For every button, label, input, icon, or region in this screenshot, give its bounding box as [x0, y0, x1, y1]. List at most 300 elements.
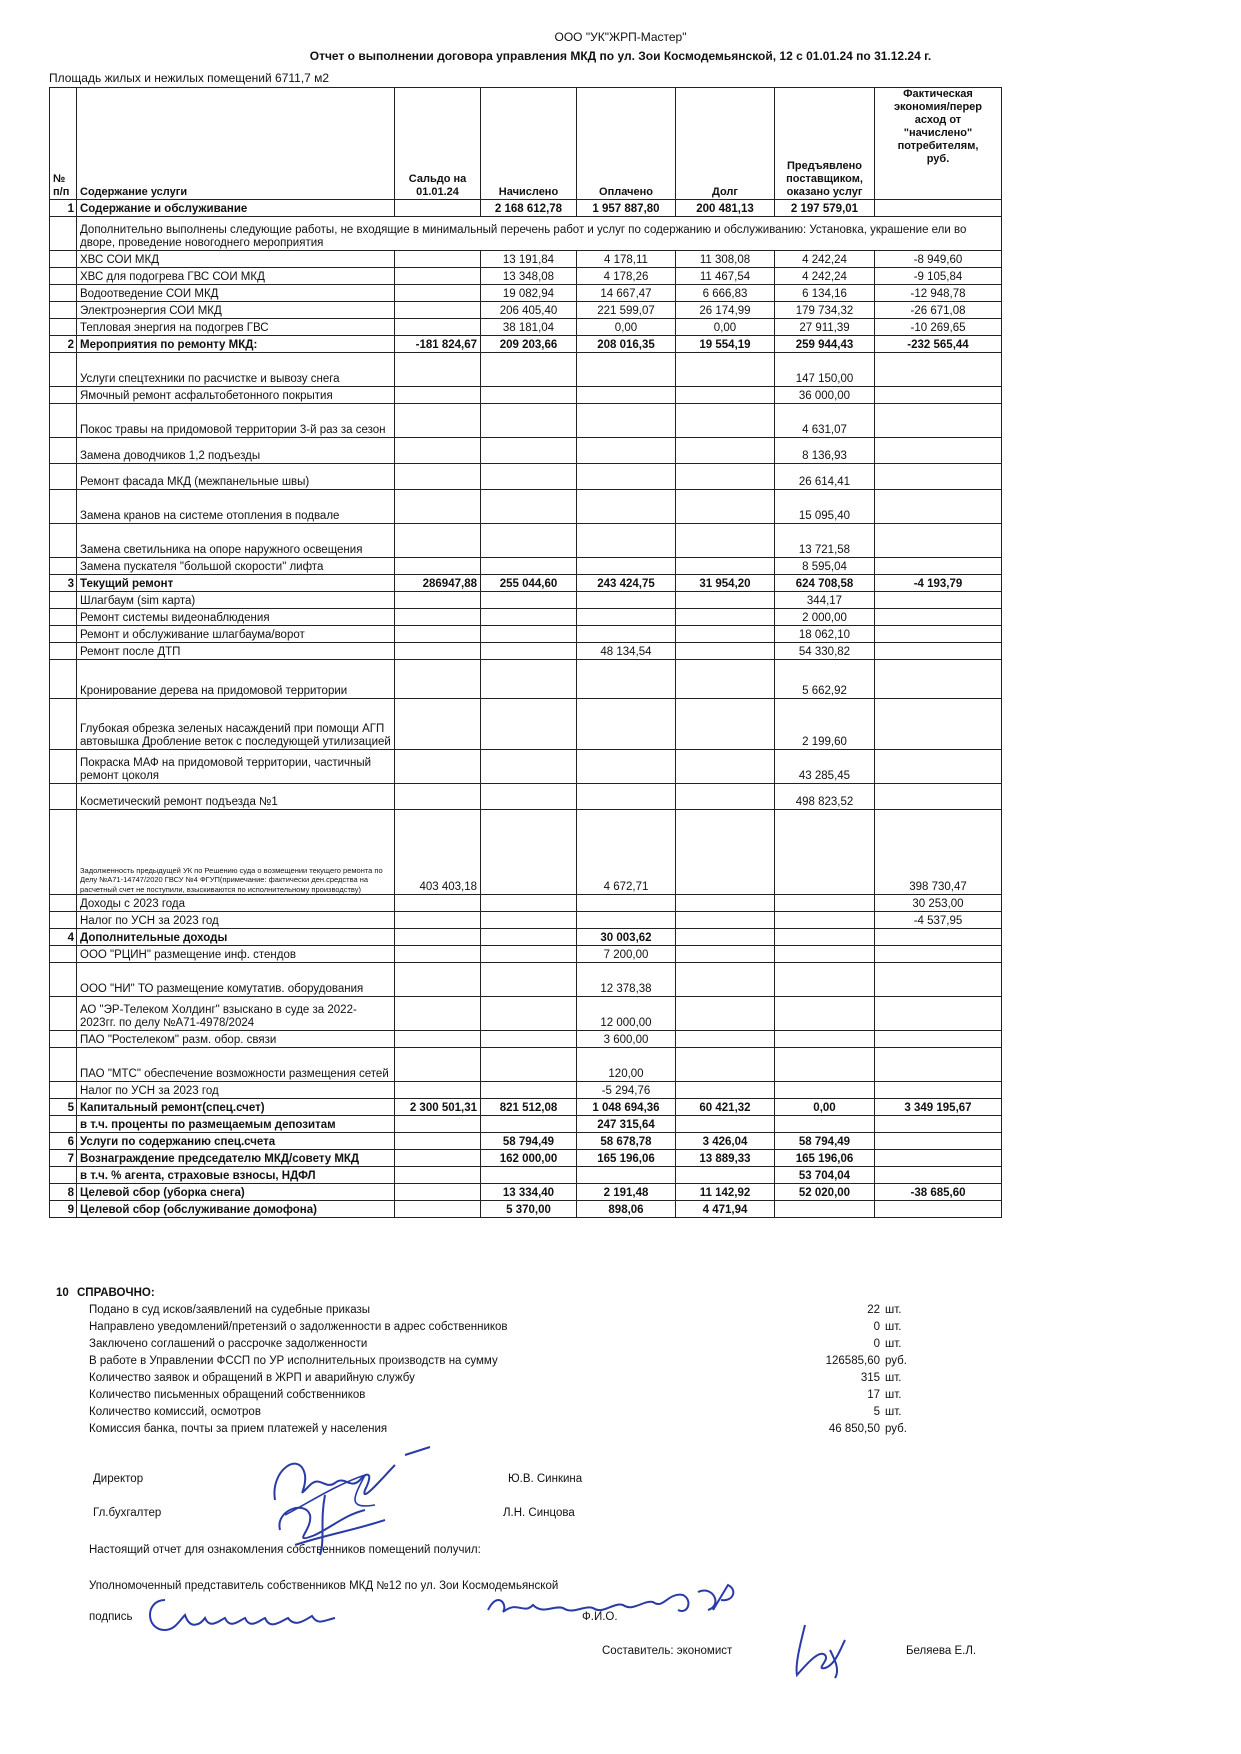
cell-debt: [676, 1116, 775, 1133]
cell-charged: 2 168 612,78: [481, 200, 577, 217]
cell-presented: 179 734,32: [775, 302, 875, 319]
table-row: [50, 438, 1002, 464]
cell-economy: [875, 558, 1002, 575]
cell-charged: [481, 929, 577, 946]
reference-item-label: Комиссия банка, почты за прием платежей у населения: [89, 1423, 388, 1435]
service-name: Услуги по содержанию спец.счета: [77, 1133, 395, 1150]
row-number: 7: [50, 1150, 77, 1167]
cell-debt: 11 142,92: [676, 1184, 775, 1201]
cell-charged: [481, 912, 577, 929]
reference-item-unit: шт.: [885, 1338, 902, 1350]
cell-charged: 821 512,08: [481, 1099, 577, 1116]
cell-economy: [875, 524, 1002, 558]
table-row: [50, 660, 1002, 699]
cell-debt: [676, 784, 775, 810]
cell-saldo: [395, 699, 481, 750]
cell-presented: 165 196,06: [775, 1150, 875, 1167]
cell-debt: [676, 524, 775, 558]
table-row: [50, 1099, 1002, 1116]
cell-economy: [875, 750, 1002, 784]
reference-item-label: Количество комиссий, осмотров: [89, 1406, 261, 1418]
cell-debt: [676, 810, 775, 895]
cell-presented: 58 794,49: [775, 1133, 875, 1150]
service-name: Целевой сбор (уборка снега): [77, 1184, 395, 1201]
cell-presented: [775, 929, 875, 946]
cell-saldo: [395, 660, 481, 699]
cell-paid: [577, 438, 676, 464]
service-name: Ремонт системы видеонаблюдения: [77, 609, 395, 626]
table-row: [50, 810, 1002, 895]
cell-charged: [481, 750, 577, 784]
cell-paid: [577, 353, 676, 387]
representative-signature: [140, 1590, 340, 1640]
signature-label: подпись: [89, 1611, 133, 1623]
cell-debt: [676, 1082, 775, 1099]
cell-saldo: [395, 946, 481, 963]
cell-presented: 54 330,82: [775, 643, 875, 660]
reference-item-label: Направлено уведомлений/претензий о задолженности в адрес собственников: [89, 1321, 508, 1333]
cell-economy: [875, 784, 1002, 810]
cell-debt: [676, 997, 775, 1031]
cell-debt: [676, 1167, 775, 1184]
cell-charged: [481, 1031, 577, 1048]
cell-debt: 60 421,32: [676, 1099, 775, 1116]
compiler-name: Беляева Е.Л.: [906, 1645, 977, 1657]
row-number: [50, 750, 77, 784]
additional-works-note: Дополнительно выполнены следующие работы, не входящие в минимальный перечень работ и услуг по содержанию и обслуживанию: Установка, украшение ели во дворе, проведение новогоднего мероприятия: [77, 217, 1002, 251]
cell-economy: -232 565,44: [875, 336, 1002, 353]
cell-saldo: [395, 1150, 481, 1167]
cell-paid: 30 003,62: [577, 929, 676, 946]
cell-debt: 0,00: [676, 319, 775, 336]
row-number: 4: [50, 929, 77, 946]
service-name: Налог по УСН за 2023 год: [77, 912, 395, 929]
cell-presented: [775, 1031, 875, 1048]
row-number: [50, 784, 77, 810]
row-number: [50, 609, 77, 626]
reference-item-label: Заключено соглашений о рассрочке задолженности: [89, 1338, 368, 1350]
service-name: ООО "НИ" ТО размещение комутатив. оборудования: [77, 963, 395, 997]
service-name: Задолженность предыдущей УК по Решению суда о возмещении текущего ремонта по Делу №А71-14747/2020 ГВСУ №4 ФГУП(примечание: фактически ден.средства на расчетный счет не поступили, взыскиваются по исполнительному производству): [77, 810, 395, 895]
header-no: № п/п: [50, 88, 77, 200]
compiler-label: Составитель: экономист: [602, 1645, 733, 1657]
cell-charged: [481, 404, 577, 438]
cell-debt: [676, 1031, 775, 1048]
table-row: [50, 217, 1002, 251]
cell-saldo: [395, 750, 481, 784]
cell-presented: [775, 1048, 875, 1082]
cell-debt: [676, 464, 775, 490]
row-number: [50, 626, 77, 643]
service-name: ХВС для подогрева ГВС СОИ МКД: [77, 268, 395, 285]
service-name: ХВС СОИ МКД: [77, 251, 395, 268]
cell-paid: [577, 524, 676, 558]
cell-charged: [481, 1048, 577, 1082]
service-name: Косметический ремонт подъезда №1: [77, 784, 395, 810]
header-service: Содержание услуги: [77, 88, 395, 200]
cell-debt: [676, 558, 775, 575]
cell-charged: 13 348,08: [481, 268, 577, 285]
cell-paid: 247 315,64: [577, 1116, 676, 1133]
cell-saldo: [395, 895, 481, 912]
cell-presented: 147 150,00: [775, 353, 875, 387]
cell-economy: [875, 438, 1002, 464]
header-charged: Начислено: [481, 88, 577, 200]
cell-saldo: [395, 963, 481, 997]
cell-saldo: [395, 353, 481, 387]
cell-charged: [481, 609, 577, 626]
cell-presented: 8 595,04: [775, 558, 875, 575]
table-row: [50, 1201, 1002, 1218]
compiler-signature: [785, 1620, 855, 1680]
cell-paid: 1 957 887,80: [577, 200, 676, 217]
cell-paid: 7 200,00: [577, 946, 676, 963]
cell-saldo: [395, 268, 481, 285]
cell-debt: 31 954,20: [676, 575, 775, 592]
table-row: [50, 784, 1002, 810]
service-name: Капитальный ремонт(спец.счет): [77, 1099, 395, 1116]
table-row: [50, 336, 1002, 353]
reference-item-value: 126585,60: [825, 1355, 880, 1367]
reference-number: 10: [56, 1287, 69, 1299]
row-number: 3: [50, 575, 77, 592]
cell-saldo: [395, 319, 481, 336]
cell-economy: -12 948,78: [875, 285, 1002, 302]
cell-debt: [676, 404, 775, 438]
cell-presented: [775, 946, 875, 963]
row-number: [50, 643, 77, 660]
cell-economy: -10 269,65: [875, 319, 1002, 336]
service-name: Замена доводчиков 1,2 подъезды: [77, 438, 395, 464]
cell-economy: [875, 592, 1002, 609]
service-name: Вознаграждение председателю МКД/совету МКД: [77, 1150, 395, 1167]
reference-item-label: Подано в суд исков/заявлений на судебные приказы: [89, 1304, 371, 1316]
table-row: [50, 609, 1002, 626]
cell-charged: [481, 784, 577, 810]
cell-economy: [875, 1201, 1002, 1218]
cell-paid: [577, 404, 676, 438]
cell-saldo: [395, 1082, 481, 1099]
cell-saldo: [395, 524, 481, 558]
service-name: АО "ЭР-Телеком Холдинг" взыскано в суде за 2022-2023гг. по делу №А71-4978/2024: [77, 997, 395, 1031]
cell-economy: [875, 1116, 1002, 1133]
director-label: Директор: [93, 1473, 144, 1485]
cell-debt: [676, 438, 775, 464]
table-row: [50, 643, 1002, 660]
service-name: Ремонт после ДТП: [77, 643, 395, 660]
row-number: [50, 1167, 77, 1184]
cell-charged: [481, 1116, 577, 1133]
cell-paid: 2 191,48: [577, 1184, 676, 1201]
cell-saldo: 2 300 501,31: [395, 1099, 481, 1116]
cell-presented: 53 704,04: [775, 1167, 875, 1184]
cell-charged: 206 405,40: [481, 302, 577, 319]
cell-charged: 162 000,00: [481, 1150, 577, 1167]
cell-economy: 3 349 195,67: [875, 1099, 1002, 1116]
cell-saldo: [395, 609, 481, 626]
cell-debt: 6 666,83: [676, 285, 775, 302]
report-title: Отчет о выполнении договора управления МКД по ул. Зои Космодемьянской, 12 с 01.01.24 по 31.12.24 г.: [309, 49, 932, 63]
table-row: [50, 285, 1002, 302]
service-name: Глубокая обрезка зеленых насаждений при помощи АГП автовышка Дробление веток с последующей утилизацией: [77, 699, 395, 750]
cell-paid: 1 048 694,36: [577, 1099, 676, 1116]
cell-presented: 624 708,58: [775, 575, 875, 592]
cell-charged: [481, 438, 577, 464]
cell-charged: [481, 387, 577, 404]
cell-paid: [577, 490, 676, 524]
cell-presented: [775, 997, 875, 1031]
row-number: [50, 1031, 77, 1048]
row-number: [50, 592, 77, 609]
cell-saldo: [395, 592, 481, 609]
row-number: 1: [50, 200, 77, 217]
cell-presented: [775, 912, 875, 929]
cell-economy: -26 671,08: [875, 302, 1002, 319]
cell-paid: [577, 592, 676, 609]
service-name: Электроэнергия СОИ МКД: [77, 302, 395, 319]
cell-saldo: 403 403,18: [395, 810, 481, 895]
cell-economy: [875, 200, 1002, 217]
cell-debt: [676, 912, 775, 929]
row-number: [50, 1116, 77, 1133]
cell-paid: 243 424,75: [577, 575, 676, 592]
service-name: Целевой сбор (обслуживание домофона): [77, 1201, 395, 1218]
cell-charged: [481, 353, 577, 387]
table-row: [50, 404, 1002, 438]
cell-presented: 36 000,00: [775, 387, 875, 404]
row-number: [50, 387, 77, 404]
cell-presented: 2 197 579,01: [775, 200, 875, 217]
cell-charged: [481, 524, 577, 558]
cell-presented: [775, 1082, 875, 1099]
cell-charged: 19 082,94: [481, 285, 577, 302]
cell-economy: -4 537,95: [875, 912, 1002, 929]
header-paid: Оплачено: [577, 88, 676, 200]
cell-charged: 5 370,00: [481, 1201, 577, 1218]
table-row: [50, 626, 1002, 643]
table-row: [50, 592, 1002, 609]
cell-economy: [875, 1167, 1002, 1184]
cell-economy: [875, 626, 1002, 643]
cell-paid: 898,06: [577, 1201, 676, 1218]
cell-paid: 12 378,38: [577, 963, 676, 997]
cell-paid: 12 000,00: [577, 997, 676, 1031]
cell-debt: [676, 660, 775, 699]
cell-debt: 4 471,94: [676, 1201, 775, 1218]
table-row: [50, 464, 1002, 490]
service-name: Замена кранов на системе отопления в подвале: [77, 490, 395, 524]
cell-charged: [481, 660, 577, 699]
cell-debt: [676, 592, 775, 609]
cell-presented: [775, 1201, 875, 1218]
cell-paid: 208 016,35: [577, 336, 676, 353]
cell-presented: 43 285,45: [775, 750, 875, 784]
cell-charged: [481, 1082, 577, 1099]
header-debt: Долг: [676, 88, 775, 200]
table-row: [50, 1031, 1002, 1048]
cell-saldo: [395, 1167, 481, 1184]
table-row: [50, 1048, 1002, 1082]
reference-item-label: Количество письменных обращений собственников: [89, 1389, 366, 1401]
cell-saldo: 286947,88: [395, 575, 481, 592]
service-name: Ямочный ремонт асфальтобетонного покрытия: [77, 387, 395, 404]
service-name: Покраска МАФ на придомовой территории, частичный ремонт цоколя: [77, 750, 395, 784]
row-number: [50, 997, 77, 1031]
company-name: ООО "УК"ЖРП-Мастер": [554, 30, 687, 44]
row-number: [50, 558, 77, 575]
cell-paid: -5 294,76: [577, 1082, 676, 1099]
cell-presented: 2 199,60: [775, 699, 875, 750]
reference-item-label: Количество заявок и обращений в ЖРП и аварийную службу: [89, 1372, 415, 1384]
table-row: [50, 353, 1002, 387]
cell-saldo: [395, 1031, 481, 1048]
cell-charged: 255 044,60: [481, 575, 577, 592]
cell-saldo: [395, 464, 481, 490]
row-number: [50, 912, 77, 929]
director-name: Ю.В. Синкина: [508, 1473, 583, 1485]
cell-charged: [481, 946, 577, 963]
cell-presented: 344,17: [775, 592, 875, 609]
cell-presented: [775, 1116, 875, 1133]
cell-saldo: [395, 929, 481, 946]
table-header-row: [50, 88, 1002, 200]
cell-charged: [481, 963, 577, 997]
service-name: Ремонт и обслуживание шлагбаума/ворот: [77, 626, 395, 643]
row-number: [50, 810, 77, 895]
cell-presented: [775, 895, 875, 912]
row-number: 6: [50, 1133, 77, 1150]
cell-paid: [577, 912, 676, 929]
header-saldo: Сальдо на 01.01.24: [395, 88, 481, 200]
cell-debt: [676, 963, 775, 997]
cell-saldo: [395, 1184, 481, 1201]
cell-charged: [481, 626, 577, 643]
row-number: [50, 302, 77, 319]
cell-saldo: [395, 1048, 481, 1082]
row-number: [50, 285, 77, 302]
reference-item-unit: шт.: [885, 1389, 902, 1401]
cell-economy: [875, 1082, 1002, 1099]
cell-charged: 58 794,49: [481, 1133, 577, 1150]
table-row: [50, 1082, 1002, 1099]
cell-charged: [481, 895, 577, 912]
table-row: [50, 268, 1002, 285]
row-number: 8: [50, 1184, 77, 1201]
cell-paid: 165 196,06: [577, 1150, 676, 1167]
reference-item-value: 0: [873, 1321, 880, 1333]
reference-item-unit: шт.: [885, 1372, 902, 1384]
cell-debt: 26 174,99: [676, 302, 775, 319]
accountant-name: Л.Н. Синцова: [503, 1507, 575, 1519]
cell-charged: [481, 490, 577, 524]
row-number: [50, 660, 77, 699]
cell-charged: [481, 643, 577, 660]
table-row: [50, 490, 1002, 524]
cell-charged: [481, 997, 577, 1031]
table-row: [50, 699, 1002, 750]
reference-item-unit: шт.: [885, 1321, 902, 1333]
reference-item-label: В работе в Управлении ФССП по УР исполнительных производств на сумму: [89, 1355, 498, 1367]
cell-debt: 11 308,08: [676, 251, 775, 268]
cell-presented: 498 823,52: [775, 784, 875, 810]
cell-saldo: [395, 626, 481, 643]
service-name: Шлагбаум (sim карта): [77, 592, 395, 609]
service-name: Покос травы на придомовой территории 3-й раз за сезон: [77, 404, 395, 438]
cell-debt: [676, 387, 775, 404]
service-name: в т.ч. проценты по размещаемым депозитам: [77, 1116, 395, 1133]
table-row: [50, 1184, 1002, 1201]
header-economy: Фактическая экономия/перер асход от "начислено" потребителям, руб.: [875, 88, 1002, 200]
cell-economy: [875, 1133, 1002, 1150]
cell-paid: 4 178,11: [577, 251, 676, 268]
service-name: Доходы с 2023 года: [77, 895, 395, 912]
table-row: [50, 558, 1002, 575]
report-table: [49, 87, 1002, 1218]
cell-saldo: [395, 438, 481, 464]
cell-paid: [577, 464, 676, 490]
cell-debt: 13 889,33: [676, 1150, 775, 1167]
service-name: Содержание и обслуживание: [77, 200, 395, 217]
fio-label: Ф.И.О.: [582, 1611, 618, 1623]
cell-debt: 200 481,13: [676, 200, 775, 217]
service-name: Налог по УСН за 2023 год: [77, 1082, 395, 1099]
service-name: Дополнительные доходы: [77, 929, 395, 946]
cell-economy: 398 730,47: [875, 810, 1002, 895]
service-name: Ремонт фасада МКД (межпанельные швы): [77, 464, 395, 490]
cell-presented: [775, 810, 875, 895]
row-number: 2: [50, 336, 77, 353]
table-row: [50, 1133, 1002, 1150]
table-row: [50, 200, 1002, 217]
area-line: Площадь жилых и нежилых помещений 6711,7 м2: [49, 71, 330, 85]
cell-economy: [875, 699, 1002, 750]
table-row: [50, 997, 1002, 1031]
cell-paid: [577, 784, 676, 810]
table-row: [50, 1150, 1002, 1167]
row-number: [50, 895, 77, 912]
cell-debt: 11 467,54: [676, 268, 775, 285]
row-number: [50, 438, 77, 464]
cell-saldo: [395, 404, 481, 438]
cell-economy: -8 949,60: [875, 251, 1002, 268]
table-row: [50, 302, 1002, 319]
cell-saldo: [395, 1201, 481, 1218]
cell-charged: 38 181,04: [481, 319, 577, 336]
cell-charged: [481, 810, 577, 895]
reference-item-unit: руб.: [885, 1423, 907, 1435]
table-row: [50, 750, 1002, 784]
service-name: Кронирование дерева на придомовой территории: [77, 660, 395, 699]
table-row: [50, 575, 1002, 592]
table-row: [50, 895, 1002, 912]
service-name: Тепловая энергия на подогрев ГВС: [77, 319, 395, 336]
row-number: [50, 524, 77, 558]
table-row: [50, 524, 1002, 558]
cell-debt: [676, 490, 775, 524]
cell-economy: [875, 387, 1002, 404]
cell-economy: [875, 464, 1002, 490]
service-name: Мероприятия по ремонту МКД:: [77, 336, 395, 353]
cell-debt: 3 426,04: [676, 1133, 775, 1150]
cell-paid: [577, 609, 676, 626]
row-number: [50, 404, 77, 438]
cell-charged: [481, 592, 577, 609]
cell-paid: [577, 699, 676, 750]
reference-item-value: 17: [867, 1389, 880, 1401]
cell-paid: [577, 558, 676, 575]
cell-saldo: [395, 784, 481, 810]
reference-item-unit: шт.: [885, 1304, 902, 1316]
